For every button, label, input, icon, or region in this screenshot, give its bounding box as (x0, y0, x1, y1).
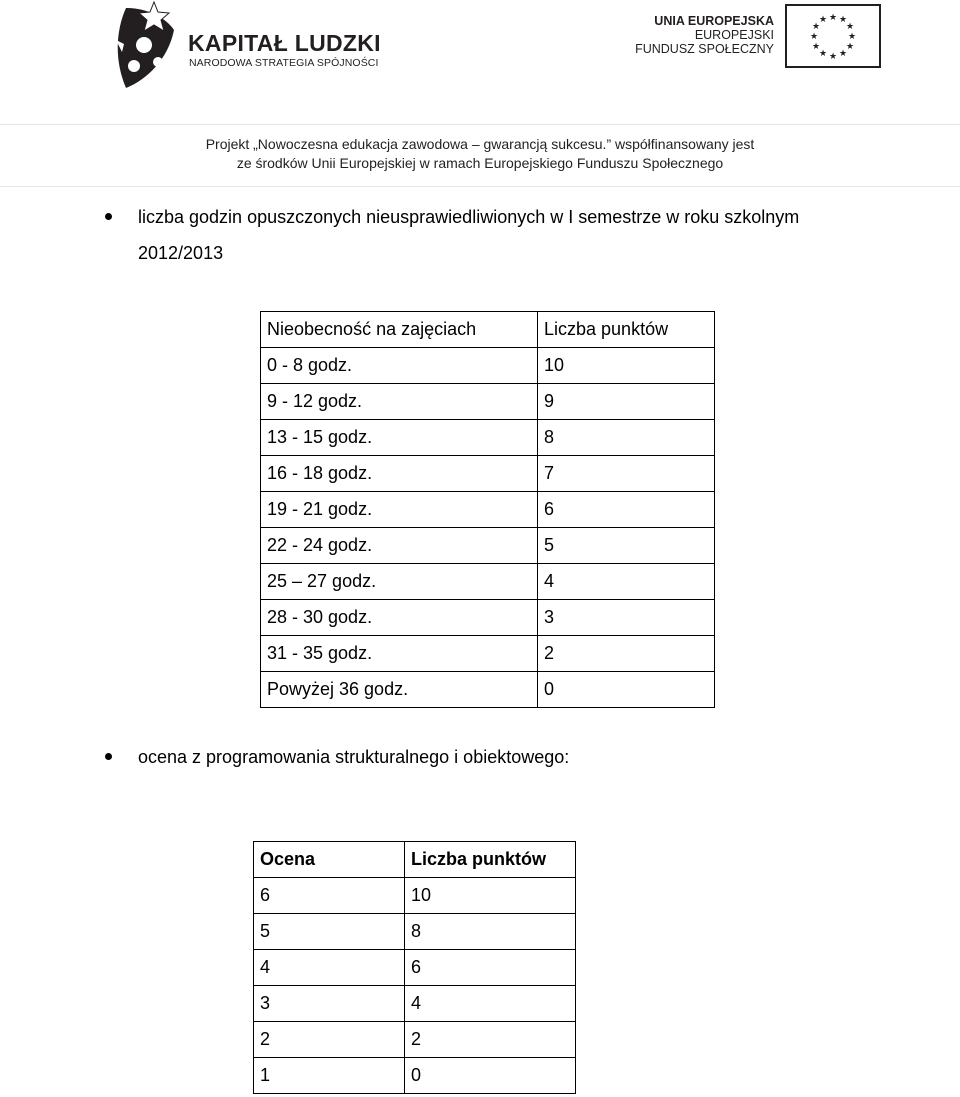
table-row (254, 986, 576, 1022)
table-row (261, 456, 715, 492)
points-cell: 0 (405, 1058, 576, 1094)
grade-cell: 6 (254, 878, 405, 914)
eu-logo (635, 4, 890, 74)
grade-cell: 1 (254, 1058, 405, 1094)
project-line-1: Projekt „Nowoczesna edukacja zawodowa – gwarancją sukcesu.” współfinansowany jest (205, 136, 755, 152)
svg-text:★: ★ (809, 32, 819, 42)
table-row (261, 636, 715, 672)
points-cell: 3 (538, 600, 715, 636)
grade-cell: 5 (254, 914, 405, 950)
bullet-icon (105, 753, 112, 760)
table-row (261, 564, 715, 600)
svg-text:★: ★ (818, 49, 828, 59)
project-statement (0, 135, 960, 173)
table-header-row (261, 312, 715, 348)
table-row (254, 1058, 576, 1094)
points-cell: 0 (538, 672, 715, 708)
grade-cell: 3 (254, 986, 405, 1022)
table-header-row (254, 842, 576, 878)
absence-cell: 19 - 21 godz. (261, 492, 538, 528)
grade-points-table (253, 841, 576, 1094)
table-row (261, 600, 715, 636)
table-row (261, 672, 715, 708)
bullet-programming-text: ocena z programowania strukturalnego i obiektowego: (138, 747, 570, 767)
absence-cell: 16 - 18 godz. (261, 456, 538, 492)
table-row (254, 878, 576, 914)
grade-cell: 4 (254, 950, 405, 986)
kapital-ludzki-title: KAPITAŁ LUDZKI (188, 30, 381, 56)
points-cell: 9 (538, 384, 715, 420)
svg-text:★: ★ (828, 52, 838, 62)
points-cell: 8 (538, 420, 715, 456)
points-cell: 10 (405, 878, 576, 914)
svg-text:★: ★ (838, 15, 848, 25)
svg-text:★: ★ (847, 32, 857, 42)
points-cell: 4 (538, 564, 715, 600)
absence-cell: 9 - 12 godz. (261, 384, 538, 420)
column-header-absence: Nieobecność na zajęciach (261, 312, 538, 348)
table-row (254, 950, 576, 986)
table-row (261, 384, 715, 420)
absence-cell: Powyżej 36 godz. (261, 672, 538, 708)
header-divider-bottom (0, 186, 960, 187)
table-row (261, 348, 715, 384)
absence-cell: 13 - 15 godz. (261, 420, 538, 456)
eu-line3: FUNDUSZ SPOŁECZNY (635, 42, 774, 56)
header-divider-top (0, 124, 960, 125)
column-header-points: Liczba punktów (405, 842, 576, 878)
eu-line2: EUROPEJSKI (694, 28, 774, 42)
absence-cell: 31 - 35 godz. (261, 636, 538, 672)
table-row (254, 1022, 576, 1058)
bullet-icon (105, 213, 112, 220)
points-cell: 6 (405, 950, 576, 986)
svg-text:★: ★ (845, 42, 855, 52)
kapital-ludzki-subtitle: NARODOWA STRATEGIA SPÓJNOŚCI (189, 57, 379, 69)
points-cell: 5 (538, 528, 715, 564)
points-cell: 2 (405, 1022, 576, 1058)
table-row (261, 528, 715, 564)
table-row (261, 492, 715, 528)
eu-line1: UNIA EUROPEJSKA (654, 14, 774, 28)
points-cell: 6 (538, 492, 715, 528)
points-cell: 8 (405, 914, 576, 950)
bullet-absences (105, 199, 925, 271)
eu-flag-icon (785, 4, 881, 68)
project-line-2: ze środków Unii Europejskiej w ramach Europejskiego Funduszu Społecznego (236, 155, 724, 171)
svg-text:★: ★ (845, 22, 855, 32)
absence-cell: 28 - 30 godz. (261, 600, 538, 636)
bullet-programming-grade (105, 739, 925, 775)
svg-text:★: ★ (818, 15, 828, 25)
bullet-absences-line2: 2012/2013 (138, 243, 224, 263)
absence-cell: 25 – 27 godz. (261, 564, 538, 600)
points-cell: 10 (538, 348, 715, 384)
table-row (254, 914, 576, 950)
table-row (261, 420, 715, 456)
points-cell: 2 (538, 636, 715, 672)
points-cell: 4 (405, 986, 576, 1022)
bullet-absences-line1: liczba godzin opuszczonych nieusprawiedliwionych w I semestrze w roku szkolnym (138, 207, 800, 227)
kapital-ludzki-emblem-icon (106, 0, 186, 95)
eu-logo-text (635, 14, 774, 56)
kapital-ludzki-logo (106, 0, 396, 100)
points-cell: 7 (538, 456, 715, 492)
svg-text:★: ★ (811, 42, 821, 52)
svg-text:★: ★ (828, 13, 838, 23)
svg-text:★: ★ (838, 49, 848, 59)
absences-points-table (260, 311, 715, 708)
absence-cell: 0 - 8 godz. (261, 348, 538, 384)
absence-cell: 22 - 24 godz. (261, 528, 538, 564)
column-header-points: Liczba punktów (538, 312, 715, 348)
svg-text:★: ★ (811, 22, 821, 32)
column-header-grade: Ocena (254, 842, 405, 878)
grade-cell: 2 (254, 1022, 405, 1058)
